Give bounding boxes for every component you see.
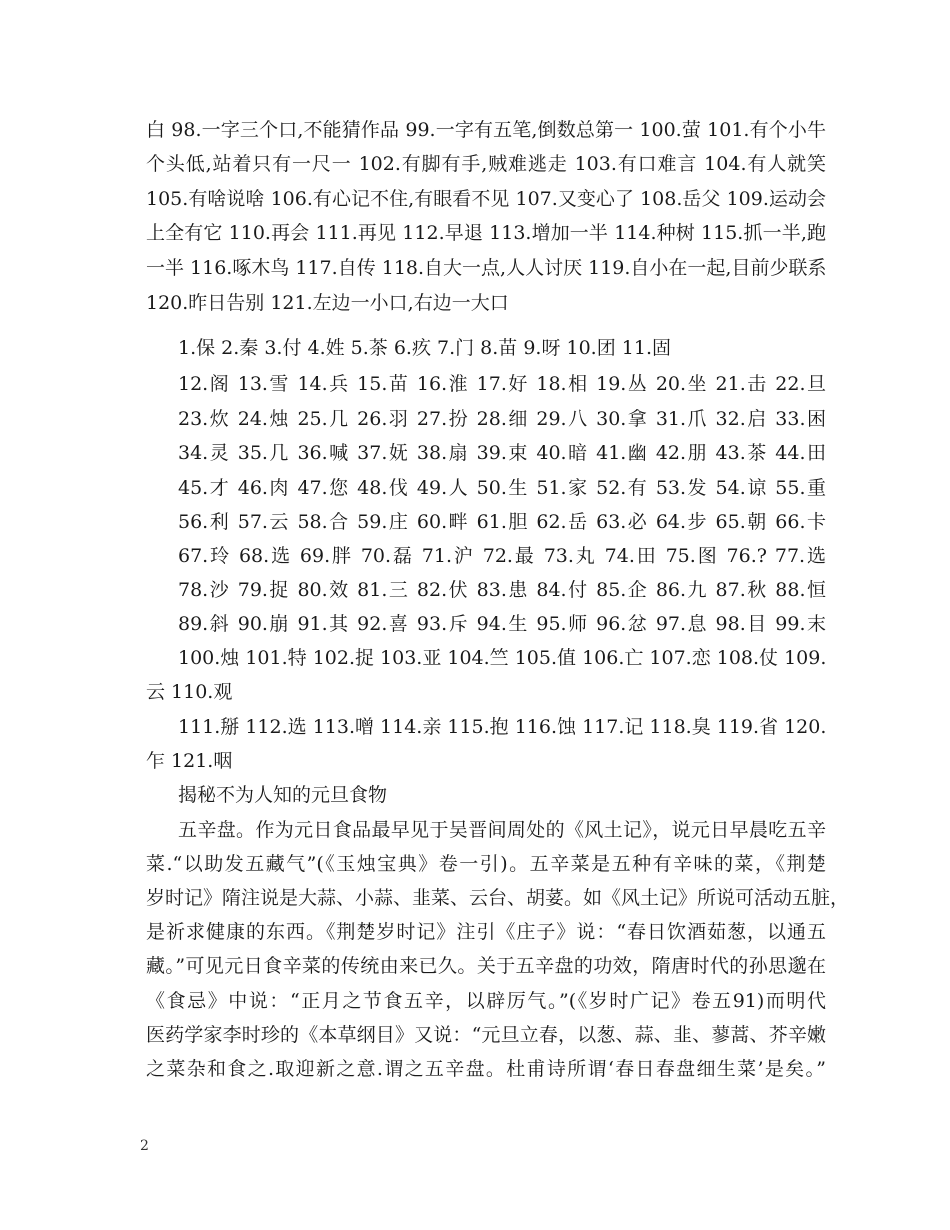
answer-line: 23.炊 24.烛 25.几 26.羽 27.扮 28.细 29.八 30.拿 31.爪 32.启 33.困 [178, 408, 826, 430]
article-line: 五辛盘。作为元日食品最早见于吴晋间周处的《风土记》，说元日早晨吃五辛 [178, 819, 826, 841]
article-line: 菜.“以助发五藏气”(《玉烛宝典》卷一引)。五辛菜是五种有辛味的菜，《荆楚 [146, 853, 826, 875]
riddle-line: 白 98.一字三个口,不能猜作品 99.一字有五笔,倒数总第一 100.萤 101.有个小牛 [146, 119, 826, 141]
article-line: 医药学家李时珍的《本草纲目》又说：“元旦立春，以葱、蒜、韭、蓼蒿、芥辛嫩 [146, 1024, 826, 1046]
answer-line: 111.掰 112.选 113.噌 114.亲 115.抱 116.蚀 117.记 118.臭 119.省 120. [178, 716, 827, 738]
answer-line: 1.保 2.秦 3.付 4.姓 5.茶 6.疚 7.门 8.苗 9.呀 10.团 11.固 [178, 337, 671, 359]
answer-line: 67.玲 68.选 69.胖 70.磊 71.沪 72.最 73.丸 74.田 75.图 76.? 77.选 [178, 545, 826, 567]
article-line: 岁时记》隋注说是大蒜、小蒜、韭菜、云台、胡荽。如《风土记》所说可活动五脏， [146, 887, 850, 909]
riddle-line: 一半 116.啄木鸟 117.自传 118.自大一点,人人讨厌 119.自小在一起,目前少联系 [146, 257, 827, 279]
page-number: 2 [140, 1138, 149, 1154]
article-line: 之菜杂和食之.取迎新之意.谓之五辛盘。杜甫诗所谓‘春日春盘细生菜’是矣。” [146, 1058, 826, 1080]
answer-line: 56.利 57.云 58.合 59.庄 60.畔 61.胆 62.岳 63.必 64.步 65.朝 66.卡 [178, 511, 826, 533]
answer-line: 100.烛 101.特 102.捉 103.亚 104.竺 105.值 106.亡 107.恋 108.仗 109. [178, 647, 827, 669]
answer-line: 45.才 46.肉 47.您 48.伐 49.人 50.生 51.家 52.有 53.发 54.谅 55.重 [178, 477, 826, 499]
article-heading: 揭秘不为人知的元旦食物 [178, 784, 388, 806]
answer-line: 12.阁 13.雪 14.兵 15.苗 16.淮 17.好 18.相 19.丛 20.坐 21.击 22.旦 [178, 373, 826, 395]
answer-line: 78.沙 79.捉 80.效 81.三 82.伏 83.患 84.付 85.企 86.九 87.秋 88.恒 [178, 579, 826, 601]
riddle-line: 105.有啥说啥 106.有心记不住,有眼看不见 107.又变心了 108.岳父 109.运动会 [146, 188, 826, 210]
riddle-line: 120.昨日告别 121.左边一小口,右边一大口 [146, 292, 509, 314]
article-line: 《食忌》中说：“正月之节食五辛，以辟厉气。”(《岁时广记》卷五91)而明代 [146, 990, 826, 1012]
article-line: 藏。”可见元日食辛菜的传统由来已久。关于五辛盘的功效，隋唐时代的孙思邈在 [146, 955, 826, 977]
riddle-line: 上全有它 110.再会 111.再见 112.早退 113.增加一半 114.种树 115.抓一半,跑 [146, 222, 826, 244]
answer-line: 89.斜 90.崩 91.其 92.喜 93.斥 94.生 95.师 96.忿 97.息 98.目 99.末 [178, 613, 826, 635]
answer-line: 34.灵 35.几 36.喊 37.妩 38.扇 39.束 40.暗 41.幽 42.朋 43.茶 44.田 [178, 442, 826, 464]
riddle-line: 个头低,站着只有一尺一 102.有脚有手,贼难逃走 103.有口难言 104.有人就笑 [146, 153, 826, 175]
answer-line: 云 110.观 [146, 681, 233, 703]
article-line: 是祈求健康的东西。《荆楚岁时记》注引《庄子》说：“春日饮酒茹葱，以通五 [146, 921, 826, 943]
answer-line: 乍 121.咽 [146, 750, 233, 772]
